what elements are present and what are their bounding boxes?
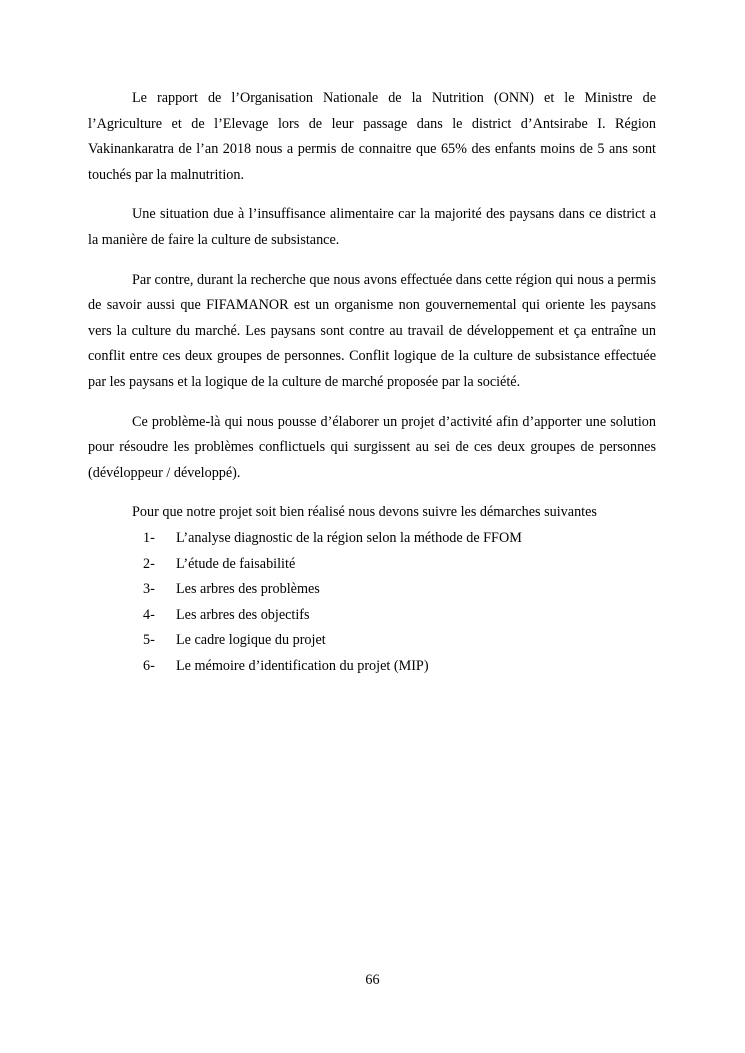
list-item-number: 1- xyxy=(143,529,155,546)
document-body xyxy=(88,86,656,679)
list-item xyxy=(88,552,656,578)
list-item-number: 4- xyxy=(143,606,155,623)
list-item-number: 5- xyxy=(143,632,155,649)
list-item-number: 3- xyxy=(143,581,155,598)
steps-list xyxy=(88,526,656,680)
list-item-text: L’analyse diagnostic de la région selon la méthode de FFOM xyxy=(176,529,522,546)
list-item xyxy=(88,603,656,629)
paragraph-fifamanor: Par contre, durant la recherche que nous avons effectuée dans cette région qui nous a permis de savoir aussi que FIFAMANOR est un organisme non gouvernemental qui oriente les paysans vers la culture du marché. Les paysans sont contre au travail de développement et ça entraîne un conflit entre ces deux groupes de personnes. Conflit logique de la culture de subsistance effectuée par les paysans et la logique de la culture de marché proposée par la société. xyxy=(88,271,656,390)
paragraph-food-insufficiency: Une situation due à l’insuffisance alimentaire car la majorité des paysans dans ce district a la manière de faire la culture de subsistance. xyxy=(88,206,656,248)
list-item-text: Les arbres des objectifs xyxy=(176,606,310,623)
list-item xyxy=(88,654,656,680)
steps-intro: Pour que notre projet soit bien réalisé nous devons suivre les démarches suivantes xyxy=(132,504,597,521)
list-item-text: L’étude de faisabilité xyxy=(176,555,296,572)
list-item-number: 6- xyxy=(143,657,155,674)
paragraph-onn-report: Le rapport de l’Organisation Nationale de la Nutrition (ONN) et le Ministre de l’Agriculture et de l’Elevage lors de leur passage dans le district d’Antsirabe I. Région Vakinankaratra de l’an 2018 nous a permis de connaitre que 65% des enfants moins de 5 ans sont touchés par la malnutrition. xyxy=(88,90,656,183)
list-item-number: 2- xyxy=(143,555,155,572)
page-number: 66 xyxy=(365,972,380,988)
list-item xyxy=(88,526,656,552)
list-item-text: Le mémoire d’identification du projet (MIP) xyxy=(176,657,429,674)
list-item-text: Le cadre logique du projet xyxy=(176,632,326,649)
paragraph-problem: Ce problème-là qui nous pousse d’élaborer un projet d’activité afin d’apporter une solution pour résoudre les problèmes conflictuels qui surgissent au sei de ces deux groupes de personnes (dévéloppeur / développé). xyxy=(88,413,656,481)
list-item xyxy=(88,577,656,603)
list-item xyxy=(88,628,656,654)
list-item-text: Les arbres des problèmes xyxy=(176,581,320,598)
